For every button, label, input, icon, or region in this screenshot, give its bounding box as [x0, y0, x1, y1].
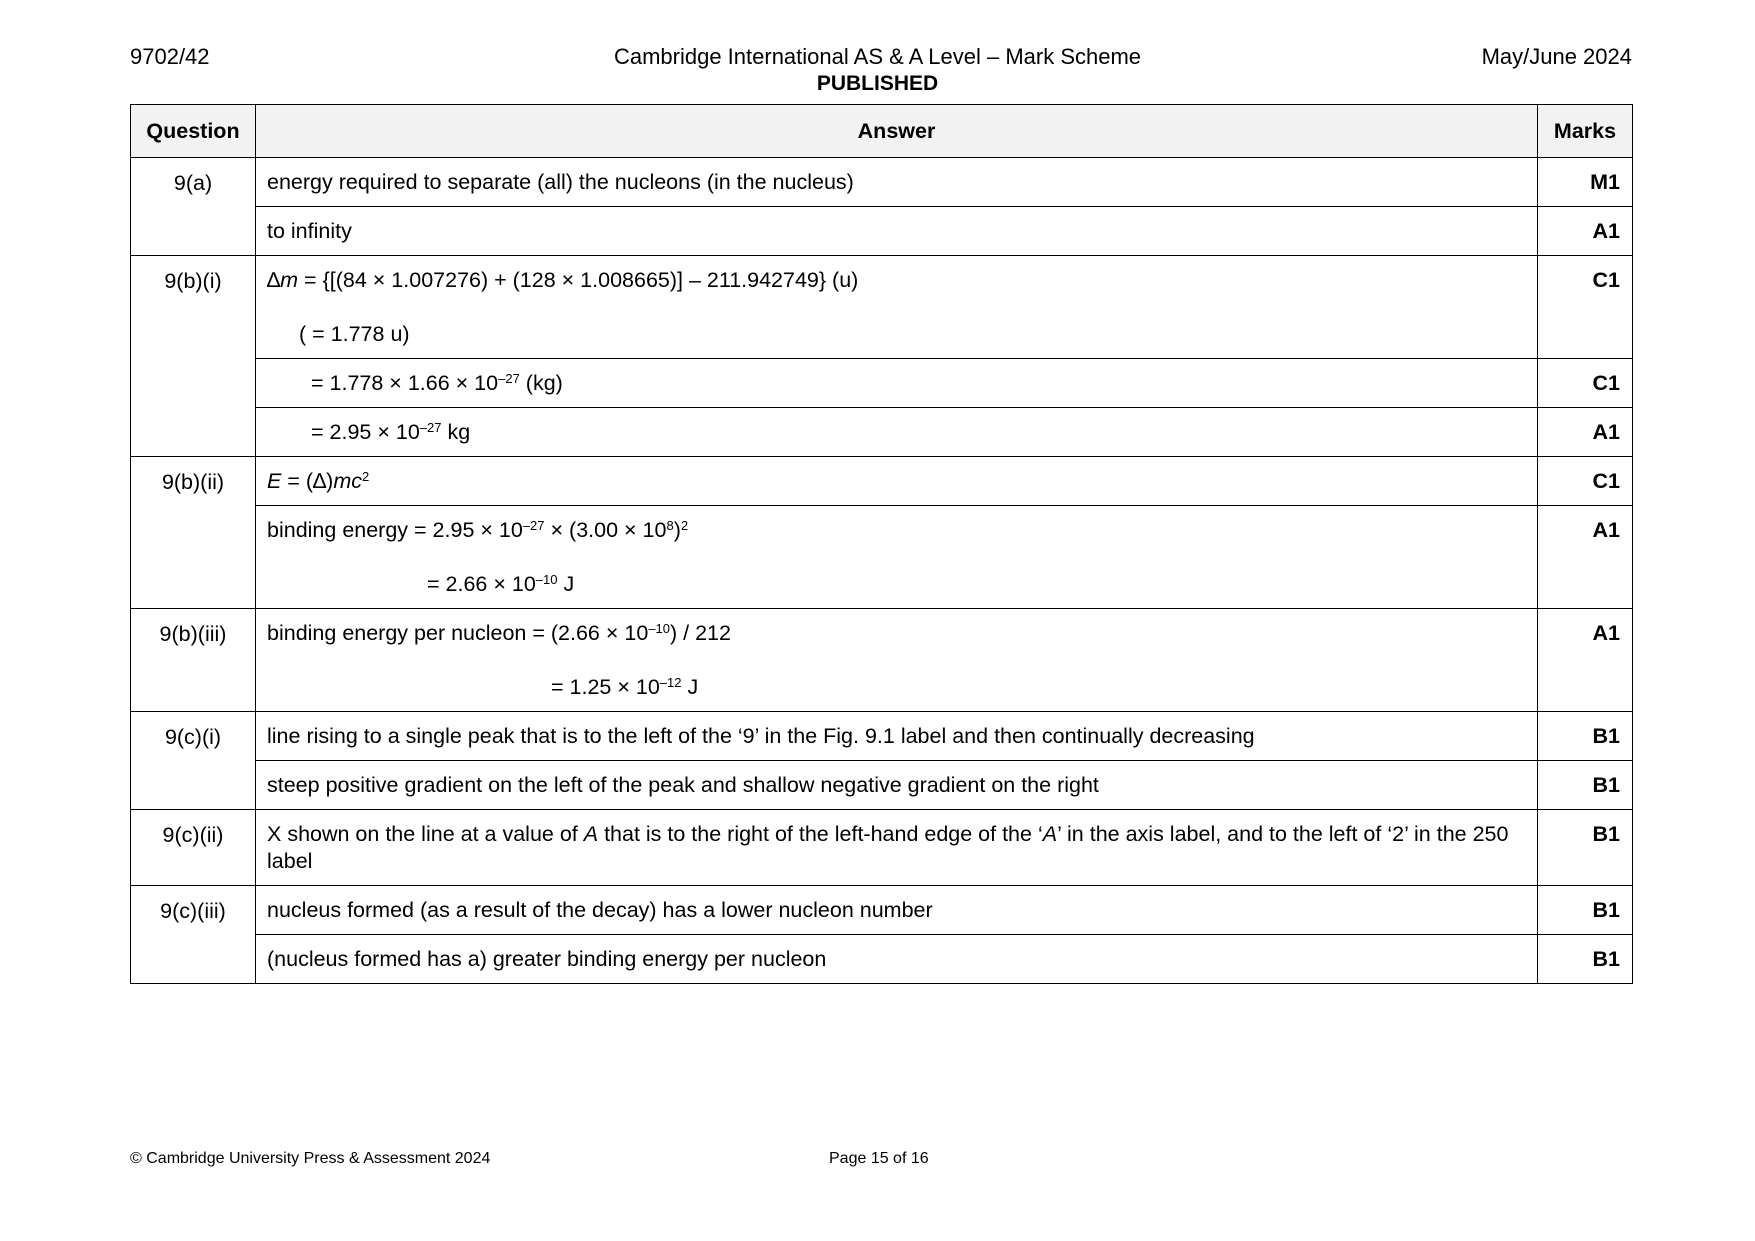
- answer-text: that is to the right of the left-hand edge of the ‘: [598, 822, 1043, 846]
- exponent: –10: [648, 621, 671, 636]
- mark-scheme-table: [130, 104, 1633, 984]
- table-row: [131, 712, 1633, 761]
- question-number: 9(b)(ii): [131, 457, 256, 609]
- table-row: [131, 609, 1633, 712]
- answer-text: binding energy per nucleon = (2.66 × 10: [267, 621, 649, 645]
- answer-text: X shown on the line at a value of: [267, 822, 584, 846]
- table-row: [131, 359, 1633, 408]
- page-number: Page 15 of 16: [829, 1150, 929, 1167]
- answer-text: ): [673, 518, 681, 542]
- variable-E: E: [267, 469, 282, 493]
- question-number: 9(c)(ii): [131, 810, 256, 886]
- answer-text: line rising to a single peak that is to the left of the ‘9’ in the Fig. 9.1 label and then continually decreasing: [267, 724, 1255, 748]
- answer-cell: [256, 810, 1538, 886]
- answer-cell: [256, 886, 1538, 935]
- mark-cell: C1: [1538, 457, 1633, 506]
- table-row: [131, 457, 1633, 506]
- answer-text: energy required to separate (all) the nucleons (in the nucleus): [267, 170, 854, 194]
- exponent: –27: [498, 371, 520, 386]
- answer-text: = 1.778 × 1.66 × 10: [311, 371, 499, 395]
- column-header-answer: Answer: [256, 105, 1538, 158]
- answer-cell: [256, 408, 1538, 457]
- answer-text: binding energy = 2.95 × 10: [267, 518, 523, 542]
- variable-m: m: [280, 268, 299, 292]
- column-header-marks: Marks: [1538, 105, 1633, 158]
- answer-cell: [256, 359, 1538, 408]
- exponent: –27: [522, 518, 545, 533]
- exponent: –10: [535, 572, 558, 587]
- mark-cell: B1: [1538, 935, 1633, 984]
- question-number: 9(a): [131, 158, 256, 256]
- mark-cell: A1: [1538, 609, 1633, 712]
- table-row: [131, 886, 1633, 935]
- answer-text: (nucleus formed has a) greater binding energy per nucleon: [267, 947, 827, 971]
- answer-text: ) / 212: [670, 621, 731, 645]
- answer-text: steep positive gradient on the left of the peak and shallow negative gradient on the right: [267, 773, 1099, 797]
- mark-cell: A1: [1538, 408, 1633, 457]
- mark-cell: B1: [1538, 712, 1633, 761]
- answer-cell: [256, 207, 1538, 256]
- answer-text: J: [681, 675, 699, 699]
- exponent: –12: [659, 675, 682, 690]
- table-row: [131, 256, 1633, 359]
- mark-cell: C1: [1538, 359, 1633, 408]
- answer-text: ’ in the axis label, and to the left of ‘2’ in the 250 label: [267, 822, 1509, 873]
- table-row: [131, 408, 1633, 457]
- mark-cell: B1: [1538, 886, 1633, 935]
- table-row: [131, 506, 1633, 609]
- table-row: [131, 810, 1633, 886]
- answer-line: ( = 1.778 u): [299, 322, 410, 346]
- column-header-question: Question: [131, 105, 256, 158]
- mark-cell: A1: [1538, 506, 1633, 609]
- mark-cell: A1: [1538, 207, 1633, 256]
- variable-mc: mc: [333, 469, 362, 493]
- exam-session: May/June 2024: [1481, 44, 1632, 69]
- table-row: [131, 207, 1633, 256]
- exponent: 2: [362, 469, 370, 484]
- answer-cell: [256, 158, 1538, 207]
- answer-line: [267, 821, 1527, 875]
- answer-text: to infinity: [267, 219, 352, 243]
- question-number: 9(b)(i): [131, 256, 256, 457]
- answer-text: = 2.66 × 10: [427, 572, 536, 596]
- question-number: 9(b)(iii): [131, 609, 256, 712]
- published-status: PUBLISHED: [816, 72, 939, 95]
- mark-cell: C1: [1538, 256, 1633, 359]
- table-row: [131, 761, 1633, 810]
- answer-line: [267, 674, 1527, 701]
- answer-text: nucleus formed (as a result of the decay) has a lower nucleon number: [267, 898, 933, 922]
- answer-cell: [256, 457, 1538, 506]
- answer-line: [267, 517, 1527, 544]
- answer-line: [267, 620, 1527, 647]
- answer-cell: [256, 609, 1538, 712]
- exponent: 8: [666, 518, 674, 533]
- answer-cell: [256, 256, 1538, 359]
- answer-line: [267, 370, 1527, 397]
- answer-text: × (3.00 × 10: [544, 518, 667, 542]
- table-header-row: [131, 105, 1633, 158]
- variable-A: A: [1042, 822, 1058, 846]
- answer-text: (kg): [519, 371, 563, 395]
- answer-line: [267, 419, 1527, 446]
- table-row: [131, 935, 1633, 984]
- document-title: Cambridge International AS & A Level – Mark Scheme: [613, 44, 1142, 69]
- copyright-notice: © Cambridge University Press & Assessment 2024: [130, 1150, 491, 1167]
- exponent: –27: [419, 420, 442, 435]
- exponent: 2: [680, 518, 689, 533]
- mark-cell: M1: [1538, 158, 1633, 207]
- answer-line: [267, 267, 1527, 294]
- table-row: [131, 158, 1633, 207]
- answer-cell: [256, 761, 1538, 810]
- answer-cell: [256, 506, 1538, 609]
- answer-text: = 1.25 × 10: [551, 675, 660, 699]
- question-number: 9(c)(iii): [131, 886, 256, 984]
- answer-text: = 2.95 × 10: [311, 420, 420, 444]
- delta-symbol: ∆: [267, 268, 281, 292]
- paper-code: 9702/42: [130, 44, 210, 69]
- question-number: 9(c)(i): [131, 712, 256, 810]
- answer-text: = {[(84 × 1.007276) + (128 × 1.008665)] – 211.942749} (u): [298, 268, 859, 292]
- answer-cell: [256, 712, 1538, 761]
- answer-cell: [256, 935, 1538, 984]
- mark-cell: B1: [1538, 761, 1633, 810]
- mark-cell: B1: [1538, 810, 1633, 886]
- answer-line: [267, 468, 1527, 495]
- answer-text: = (∆): [281, 469, 334, 493]
- variable-A: A: [583, 822, 599, 846]
- answer-text: kg: [441, 420, 471, 444]
- answer-text: J: [557, 572, 575, 596]
- answer-line: [267, 571, 1527, 598]
